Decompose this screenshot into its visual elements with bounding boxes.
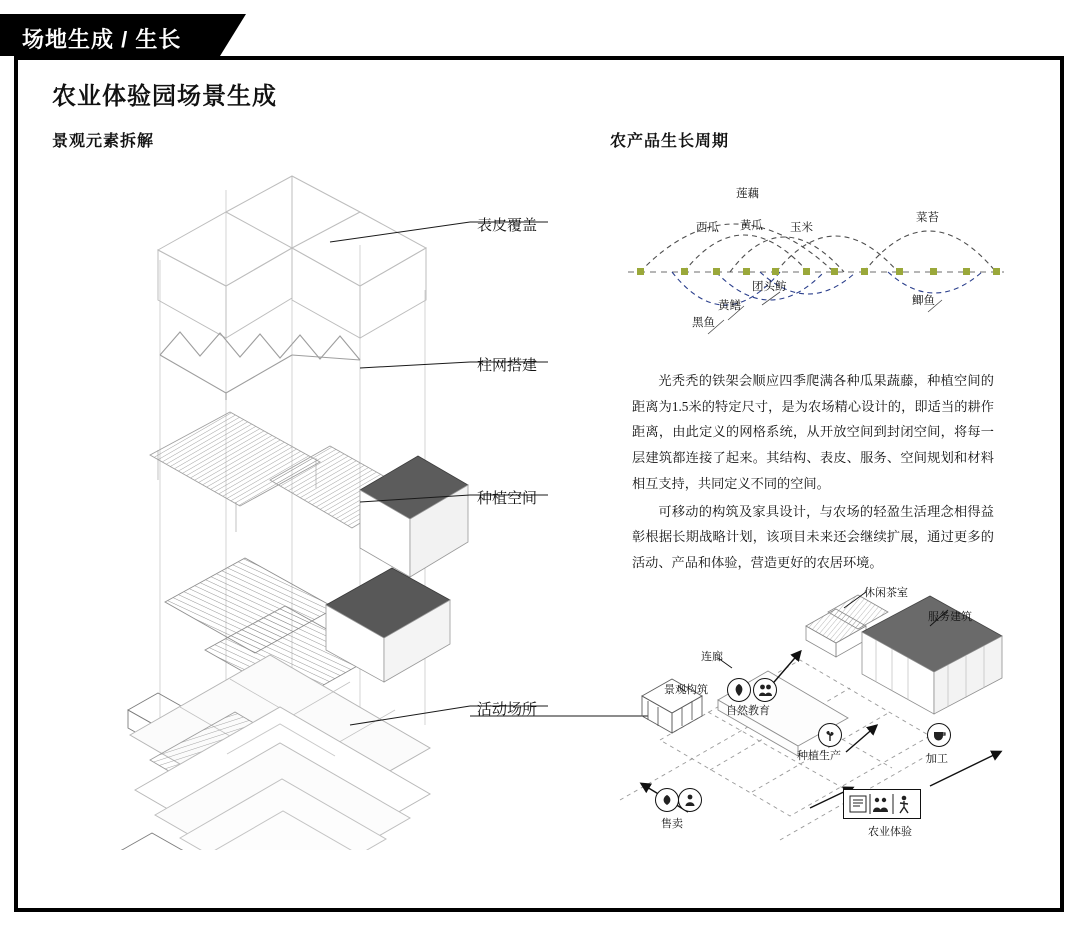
header-tab (0, 14, 246, 56)
label-processing: 加工 (926, 753, 948, 765)
section-title-left: 景观元素拆解 (52, 133, 155, 150)
label-column-grid: 柱网搭建 (477, 357, 538, 374)
cycle-label-corn: 玉米 (790, 222, 813, 234)
processing-cup-icon (927, 723, 951, 747)
label-service-building: 服务建筑 (928, 611, 972, 623)
exploded-axonometric-diagram (30, 150, 550, 850)
plant-production-icon (818, 723, 842, 747)
label-landscape-structure: 景观构筑 (664, 684, 708, 696)
growth-cycle-diagram (612, 150, 1012, 350)
sell-leaf-icon (655, 788, 679, 812)
paragraph-2: 可移动的构筑及家具设计，与农场的轻盈生活理念相得益彰根据长期战略计划，该项目未来还会继续扩展，通过更多的活动、产品和体验，营造更好的农居环境。 (632, 503, 994, 571)
label-selling: 售卖 (661, 818, 683, 830)
label-tea-house: 休闲茶室 (864, 587, 908, 599)
label-planting-space: 种植空间 (477, 490, 538, 507)
experience-icons-svg (846, 792, 918, 816)
header-tab-label: 场地生成 / 生长 (22, 27, 182, 52)
page-title: 农业体验园场景生成 (52, 83, 277, 110)
sell-person-icon (678, 788, 702, 812)
cycle-label-bluntsnout-bream: 团头鲂 (752, 281, 787, 293)
people-education-icon (753, 678, 777, 702)
paragraph-1: 光秃秃的铁架会顺应四季爬满各种瓜果蔬藤，种植空间的距离为1.5米的特定尺寸，是为农场精心设计的，即适当的耕作距离，由此定义的网格系统，从开放空间到封闭空间，将每一层建筑都连接了起来。其结构、表皮、服务、空间规划和材料相互支持，共同定义不同的空间。 (632, 373, 994, 491)
cycle-label-eel: 黄鳝 (718, 300, 741, 312)
cycle-label-lotus-root: 莲藕 (736, 188, 759, 200)
cycle-label-crucian-carp: 鲫鱼 (912, 295, 935, 307)
label-activity-place: 活动场所 (477, 701, 538, 718)
experience-icon-group (843, 789, 921, 819)
label-corridor: 连廊 (701, 651, 723, 663)
cycle-label-caitai: 菜苔 (916, 212, 939, 224)
label-planting-production: 种植生产 (797, 750, 841, 762)
section-title-right: 农产品生长周期 (610, 133, 730, 150)
cycle-label-cucumber: 黄瓜 (740, 220, 763, 232)
cycle-label-snakehead: 黑鱼 (692, 317, 715, 329)
leaf-education-icon (727, 678, 751, 702)
label-agriculture-experience: 农业体验 (868, 826, 912, 838)
cycle-label-watermelon: 西瓜 (696, 222, 719, 234)
label-nature-education: 自然教育 (726, 705, 770, 717)
header-tab-notch (220, 14, 246, 56)
label-skin-cover: 表皮覆盖 (477, 217, 538, 234)
